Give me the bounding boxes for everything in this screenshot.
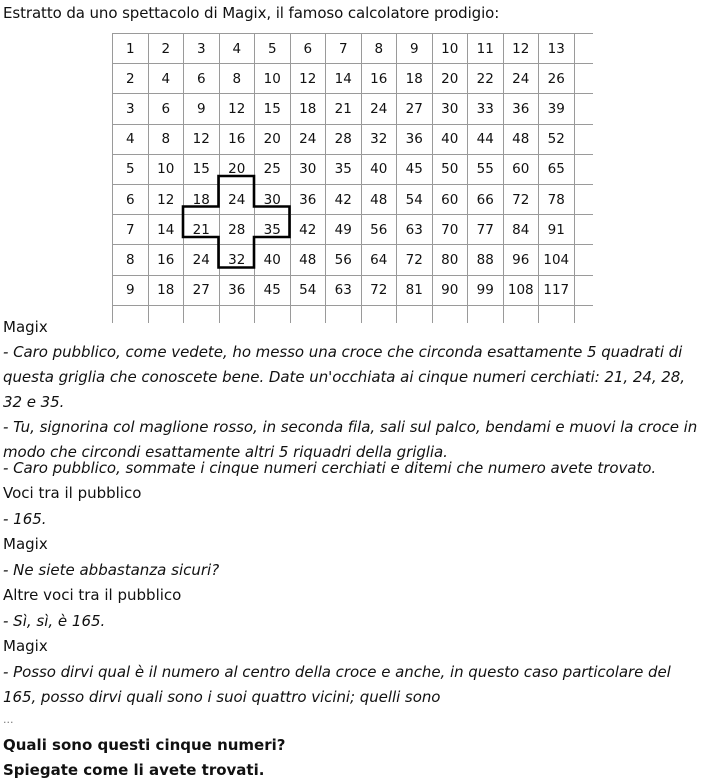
question-1: Quali sono questi cinque numeri? — [3, 736, 286, 754]
grid-cell: 3 — [184, 34, 220, 64]
grid-cell: 81 — [397, 275, 433, 305]
dialogue-line-7: - Posso dirvi qual è il numero al centro della croce e anche, in questo caso particolare del 165, posso dirvi quali sono i suoi quattro vicini; quelli sono — [3, 663, 671, 706]
grid-cell: 5 — [113, 154, 149, 184]
grid-cell: 36 — [219, 275, 255, 305]
grid-cell: 56 — [326, 245, 362, 275]
grid-cell: 42 — [326, 184, 362, 214]
grid-cell: 5 — [255, 34, 291, 64]
grid-cell: 22 — [468, 64, 504, 94]
grid-cell: 63 — [326, 275, 362, 305]
grid-cell: 54 — [290, 275, 326, 305]
grid-cell: 8 — [113, 245, 149, 275]
grid-row — [113, 34, 594, 64]
grid-cell-empty — [361, 305, 397, 323]
grid-cell: 56 — [361, 215, 397, 245]
speaker-magix: Magix — [3, 318, 48, 336]
grid-cell: 49 — [326, 215, 362, 245]
grid-cell-empty — [468, 305, 504, 323]
grid-cell: 35 — [326, 154, 362, 184]
grid-cell: 96 — [503, 245, 539, 275]
grid-cell: 27 — [184, 275, 220, 305]
grid-cell: 20 — [219, 154, 255, 184]
grid-cell: 32 — [361, 124, 397, 154]
grid-cell-empty — [290, 305, 326, 323]
grid-cell: 78 — [539, 184, 575, 214]
grid-cell: 2 — [148, 34, 184, 64]
grid-cell: 6 — [148, 94, 184, 124]
speaker-magix-2: Magix — [3, 535, 48, 553]
grid-cell: 14 — [326, 64, 362, 94]
dialogue-line-5: - Ne siete abbastanza sicuri? — [3, 561, 220, 579]
grid-cell: 88 — [468, 245, 504, 275]
grid-row — [113, 184, 594, 214]
grid-cell: 2 — [113, 64, 149, 94]
grid-cell: 54 — [397, 184, 433, 214]
grid-cell: 39 — [539, 94, 575, 124]
grid-cell: 4 — [219, 34, 255, 64]
grid-cell: 72 — [397, 245, 433, 275]
grid-cell: 16 — [148, 245, 184, 275]
grid-cell: 70 — [432, 215, 468, 245]
grid-cell-empty — [432, 305, 468, 323]
speaker-magix-3: Magix — [3, 637, 48, 655]
grid-row — [113, 64, 594, 94]
grid-cell: 4 — [113, 124, 149, 154]
grid-cell-empty — [148, 305, 184, 323]
grid-cell: 36 — [290, 184, 326, 214]
grid-cell: 27 — [397, 94, 433, 124]
grid-cell: 72 — [361, 275, 397, 305]
grid-cell: 48 — [361, 184, 397, 214]
grid-cell-empty — [574, 215, 593, 245]
grid-row — [113, 245, 594, 275]
grid-cell: 28 — [219, 215, 255, 245]
speaker-other-audience: Altre voci tra il pubblico — [3, 586, 182, 604]
grid-cell: 99 — [468, 275, 504, 305]
grid-cell: 35 — [255, 215, 291, 245]
grid-cell-empty — [574, 64, 593, 94]
grid-cell: 10 — [255, 64, 291, 94]
grid-cell: 77 — [468, 215, 504, 245]
grid-cell: 8 — [219, 64, 255, 94]
grid-cell-empty — [113, 305, 149, 323]
grid-cell: 63 — [397, 215, 433, 245]
grid-cell: 12 — [503, 34, 539, 64]
grid-cell: 72 — [503, 184, 539, 214]
grid-cell: 28 — [326, 124, 362, 154]
grid-cell: 44 — [468, 124, 504, 154]
grid-cell: 13 — [539, 34, 575, 64]
grid-cell: 45 — [255, 275, 291, 305]
grid-cell: 40 — [432, 124, 468, 154]
grid-cell: 36 — [503, 94, 539, 124]
intro-text: Estratto da uno spettacolo di Magix, il famoso calcolatore prodigio: — [3, 4, 500, 22]
grid-cell-empty — [397, 305, 433, 323]
grid-cell-empty — [574, 184, 593, 214]
grid-cell: 20 — [255, 124, 291, 154]
grid-table — [112, 33, 593, 323]
grid-cell: 6 — [290, 34, 326, 64]
grid-cell-empty — [574, 154, 593, 184]
grid-row — [113, 154, 594, 184]
grid-cell: 9 — [397, 34, 433, 64]
grid-cell: 8 — [148, 124, 184, 154]
grid-cell: 40 — [255, 245, 291, 275]
grid-cell: 24 — [361, 94, 397, 124]
grid-cell: 20 — [432, 64, 468, 94]
grid-cell: 25 — [255, 154, 291, 184]
grid-cell-empty — [539, 305, 575, 323]
grid-cell: 36 — [397, 124, 433, 154]
grid-cell: 9 — [113, 275, 149, 305]
grid-row — [113, 215, 594, 245]
grid-cell: 24 — [184, 245, 220, 275]
grid-cell: 15 — [184, 154, 220, 184]
grid-cell: 80 — [432, 245, 468, 275]
grid-cell: 10 — [432, 34, 468, 64]
grid-cell: 32 — [219, 245, 255, 275]
grid-cell: 18 — [184, 184, 220, 214]
grid-cell: 1 — [113, 34, 149, 64]
grid-cell: 12 — [148, 184, 184, 214]
grid-cell: 12 — [290, 64, 326, 94]
grid-cell-empty — [574, 124, 593, 154]
grid-row — [113, 94, 594, 124]
grid-cell: 66 — [468, 184, 504, 214]
grid-cell-empty — [184, 305, 220, 323]
grid-cell: 42 — [290, 215, 326, 245]
grid-cell: 45 — [397, 154, 433, 184]
grid-cell: 7 — [326, 34, 362, 64]
dialogue-line-3: - Caro pubblico, sommate i cinque numeri cerchiati e ditemi che numero avete trovato. — [3, 459, 657, 477]
multiplication-grid — [112, 33, 594, 314]
grid-cell-empty — [574, 34, 593, 64]
grid-cell: 90 — [432, 275, 468, 305]
grid-cell: 11 — [468, 34, 504, 64]
grid-cell: 52 — [539, 124, 575, 154]
grid-cell: 14 — [148, 215, 184, 245]
grid-cell: 3 — [113, 94, 149, 124]
grid-cell: 84 — [503, 215, 539, 245]
grid-row — [113, 124, 594, 154]
grid-cell: 16 — [219, 124, 255, 154]
grid-cell: 18 — [397, 64, 433, 94]
grid-cell: 65 — [539, 154, 575, 184]
grid-cell: 7 — [113, 215, 149, 245]
grid-cell: 60 — [432, 184, 468, 214]
grid-cell-empty — [326, 305, 362, 323]
grid-cell: 24 — [219, 184, 255, 214]
grid-cell-empty — [574, 94, 593, 124]
dialogue-line-2: - Tu, signorina col maglione rosso, in seconda fila, sali sul palco, bendami e muovi la croce in modo che circondi esattamente altri 5 riquadri della griglia. — [3, 418, 698, 461]
dialogue-line-6: - Sì, sì, è 165. — [3, 612, 106, 630]
grid-cell-empty — [255, 305, 291, 323]
grid-cell: 18 — [290, 94, 326, 124]
grid-cell: 8 — [361, 34, 397, 64]
grid-cell: 24 — [290, 124, 326, 154]
grid-cell: 12 — [219, 94, 255, 124]
grid-cell: 18 — [148, 275, 184, 305]
grid-cell: 24 — [503, 64, 539, 94]
grid-cell: 64 — [361, 245, 397, 275]
grid-cell: 21 — [184, 215, 220, 245]
grid-cell: 50 — [432, 154, 468, 184]
grid-cell: 26 — [539, 64, 575, 94]
grid-cell: 10 — [148, 154, 184, 184]
grid-cell: 108 — [503, 275, 539, 305]
grid-cell: 55 — [468, 154, 504, 184]
grid-cell-empty — [219, 305, 255, 323]
grid-cell: 40 — [361, 154, 397, 184]
grid-cell: 117 — [539, 275, 575, 305]
grid-cell-empty — [503, 305, 539, 323]
dialogue-line-4: - 165. — [3, 510, 47, 528]
grid-cell: 30 — [255, 184, 291, 214]
speaker-audience: Voci tra il pubblico — [3, 484, 142, 502]
grid-cell-empty — [574, 245, 593, 275]
grid-cell-empty — [574, 275, 593, 305]
grid-cell: 60 — [503, 154, 539, 184]
grid-cell: 33 — [468, 94, 504, 124]
grid-cell: 9 — [184, 94, 220, 124]
grid-cell: 12 — [184, 124, 220, 154]
grid-cell: 48 — [503, 124, 539, 154]
grid-row — [113, 275, 594, 305]
dialogue-line-1: - Caro pubblico, come vedete, ho messo una croce che circonda esattamente 5 quadrati di questa griglia che conoscete bene. Date un'occhiata ai cinque numeri cerchiati: 21, 24, 28, 32 e 35. — [3, 343, 685, 411]
grid-cell: 6 — [113, 184, 149, 214]
grid-cell: 6 — [184, 64, 220, 94]
grid-cell: 16 — [361, 64, 397, 94]
grid-cell: 15 — [255, 94, 291, 124]
grid-cell: 30 — [432, 94, 468, 124]
grid-cell: 4 — [148, 64, 184, 94]
ellipsis: ... — [3, 713, 14, 726]
grid-cell: 21 — [326, 94, 362, 124]
grid-row-partial — [113, 305, 594, 323]
grid-cell: 91 — [539, 215, 575, 245]
grid-cell: 48 — [290, 245, 326, 275]
question-2: Spiegate come li avete trovati. — [3, 761, 265, 779]
grid-cell: 104 — [539, 245, 575, 275]
grid-cell-empty — [574, 305, 593, 323]
grid-cell: 30 — [290, 154, 326, 184]
